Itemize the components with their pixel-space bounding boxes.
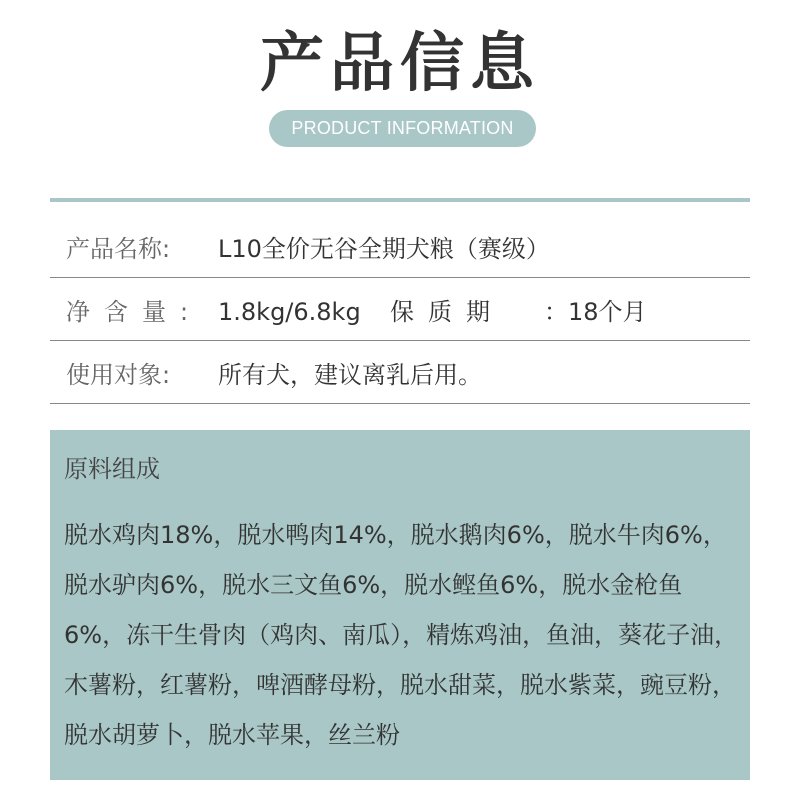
page-title: 产品信息	[260, 27, 540, 101]
target-value: 所有犬，建议离乳后用。	[218, 361, 482, 389]
product-name-value: L10全价无谷全期犬粮（赛级）	[218, 235, 550, 263]
ingredients-panel	[50, 430, 750, 780]
ingredients-list: 脱水鸡肉18%，脱水鸭肉14%，脱水鹅肉6%，脱水牛肉6%，脱水驴肉6%，脱水三文鱼6%，脱水鲣鱼6%，脱水金枪鱼6%，冻干生骨肉（鸡肉、南瓜），精炼鸡油，鱼油，葵花子油，木薯粉，红薯粉，啤酒酵母粉，脱水甜菜，脱水紫菜，豌豆粉，脱水胡萝卜，脱水苹果，丝兰粉	[64, 521, 739, 749]
subtitle-badge: PRODUCT INFORMATION	[269, 110, 536, 147]
target-label: 使用对象:	[66, 361, 171, 389]
ingredients-heading: 原料组成	[64, 455, 160, 483]
info-row-product-name	[50, 216, 750, 278]
info-row-target	[50, 342, 750, 404]
info-row-weight	[50, 279, 750, 341]
shelf-life-value: ：18个月	[544, 298, 647, 326]
shelf-life-label: 保质期	[390, 298, 504, 326]
header-divider	[50, 198, 750, 202]
net-weight-label: 净含量:	[66, 298, 203, 326]
product-name-label: 产品名称:	[66, 235, 171, 263]
net-weight-value: 1.8kg/6.8kg	[218, 298, 361, 326]
